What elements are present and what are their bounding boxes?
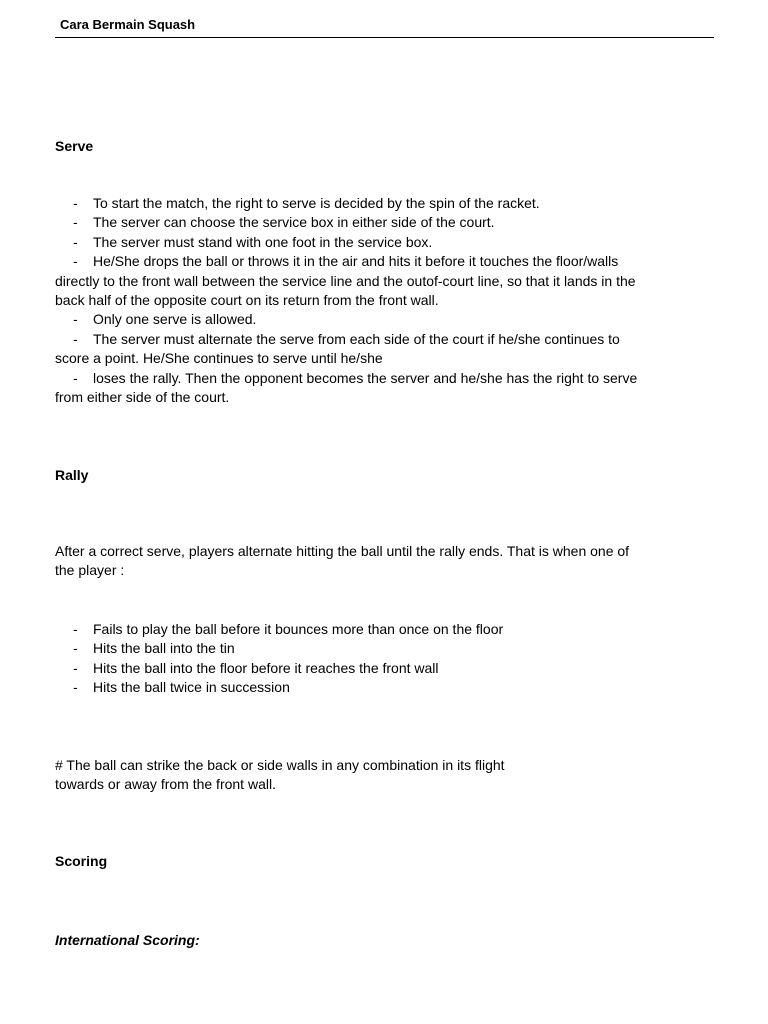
rally-intro-line-1: After a correct serve, players alternate hitting the ball until the rally ends. That is when one of [55,543,630,559]
serve-rule-7-cont: from either side of the court. [55,388,230,405]
serve-heading: Serve [55,138,94,154]
rally-intro-line-2: the player : [55,562,125,579]
serve-rules [55,194,715,407]
rally-fault-1: - Fails to play the ball before it bounces more than once on the floor [73,621,504,637]
serve-rule-4-cont-1: directly to the front wall between the service line and the outof-court line, so that it lands in the [55,272,636,289]
rally-fault-4: - Hits the ball twice in succession [73,679,290,696]
rally-fault-list [55,620,715,698]
rally-fault-3: - Hits the ball into the floor before it reaches the front wall [73,659,439,676]
serve-rule-2: - The server can choose the service box in either side of the court. [73,214,495,231]
document-title: Cara Bermain Squash [60,17,196,32]
rally-fault-2: - Hits the ball into the tin [73,640,235,657]
rally-note [55,756,715,795]
scoring-heading: Scoring [55,853,108,869]
rally-note-line-1: # The ball can strike the back or side walls in any combination in its flight [55,757,505,773]
rally-note-line-2: towards or away from the front wall. [55,776,276,793]
international-scoring-subheading: International Scoring: [55,932,200,948]
serve-rule-1: - To start the match, the right to serve is decided by the spin of the racket. [73,195,540,211]
serve-rule-3: - The server must stand with one foot in the service box. [73,233,433,250]
serve-rule-6: - The server must alternate the serve from each side of the court if he/she continues to [73,330,620,347]
page-header [55,15,714,38]
rally-heading: Rally [55,467,89,483]
serve-rule-7: - loses the rally. Then the opponent becomes the server and he/she has the right to serve [73,369,638,386]
serve-rule-4: - He/She drops the ball or throws it in the air and hits it before it touches the floor/walls [73,253,619,270]
serve-rule-4-cont-2: back half of the opposite court on its return from the front wall. [55,291,439,308]
serve-rule-6-cont: score a point. He/She continues to serve until he/she [55,350,383,367]
serve-rule-5: - Only one serve is allowed. [73,311,257,328]
rally-intro [55,542,715,581]
